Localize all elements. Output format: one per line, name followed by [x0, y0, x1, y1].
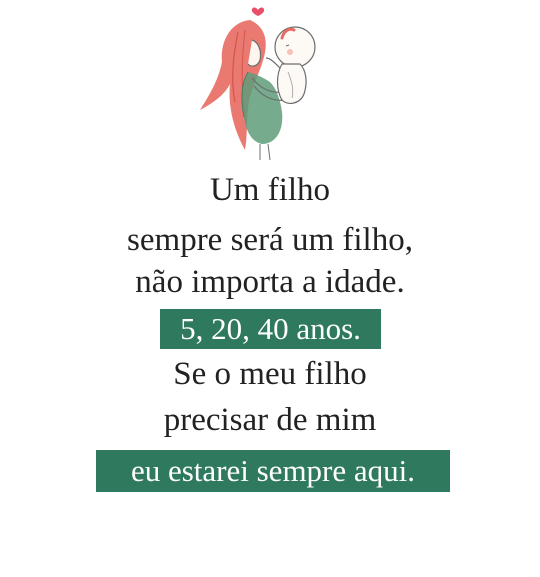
heart-icon [252, 7, 264, 16]
quote-line-6: precisar de mim [163, 402, 377, 438]
highlight-ages: 5, 20, 40 anos. [160, 309, 381, 349]
highlight-always-here: eu estarei sempre aqui. [96, 450, 450, 492]
quote-line-5: Se o meu filho [173, 356, 367, 392]
mother-kissing-baby-illustration [190, 2, 340, 162]
quote-line-3: não importa a idade. [135, 264, 405, 300]
quote-line-2: sempre será um filho, [127, 222, 413, 258]
quote-line-1: Um filho [209, 172, 331, 208]
